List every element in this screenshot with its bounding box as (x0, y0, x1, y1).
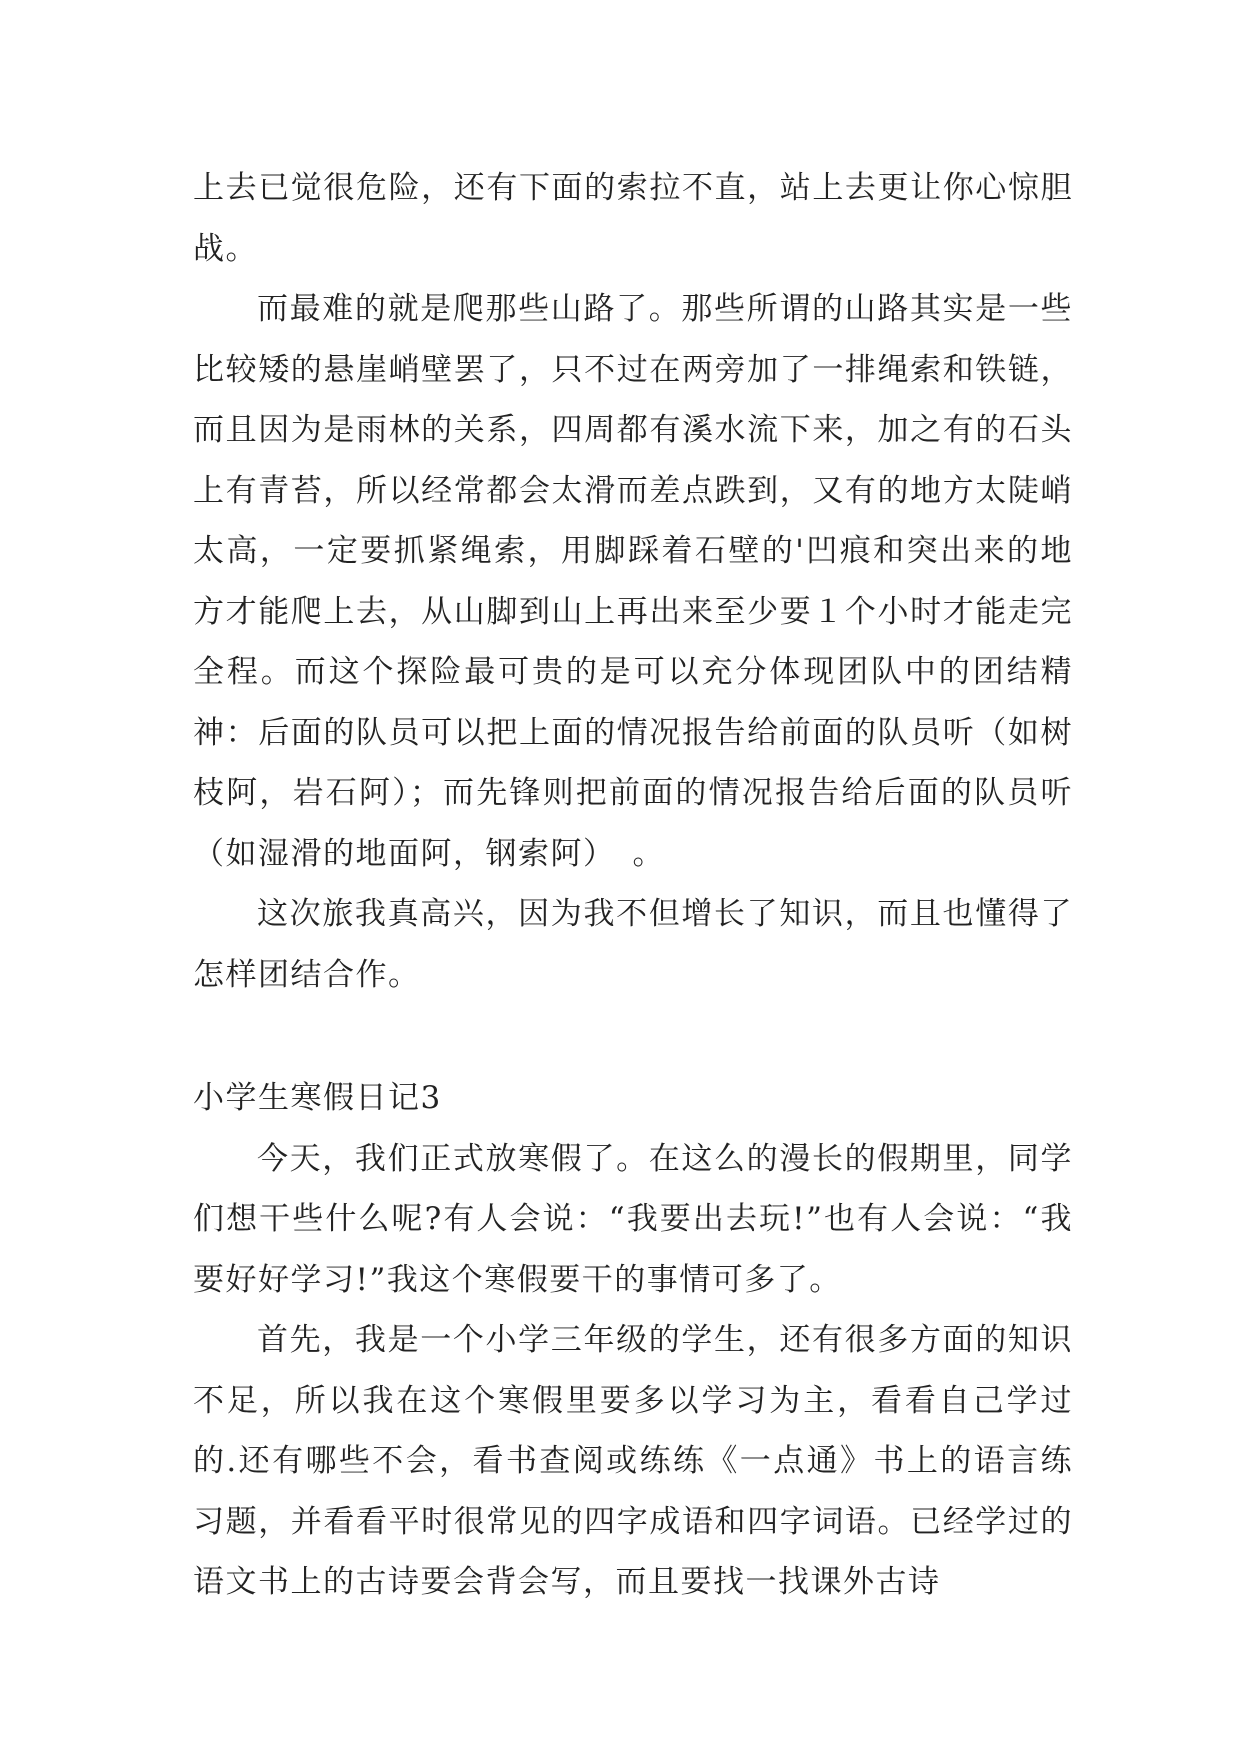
paragraph-continuation: 上去已觉很危险，还有下面的索拉不直，站上去更让你心惊胆战。 (193, 170, 1073, 267)
document-body (193, 158, 1073, 1613)
section-title: 小学生寒假日记3 (193, 1080, 442, 1116)
paragraph-winter-break-intro: 今天，我们正式放寒假了。在这么的漫长的假期里，同学们想干些什么呢?有人会说：“我要出去玩!”也有人会说：“我要好好学习!”我这个寒假要干的事情可多了。 (193, 1140, 1073, 1298)
paragraph-conclusion: 这次旅我真高兴，因为我不但增长了知识，而且也懂得了怎样团结合作。 (193, 896, 1073, 993)
paragraph-study-plan: 首先，我是一个小学三年级的学生，还有很多方面的知识不足，所以我在这个寒假里要多以学习为主，看看自己学过的.还有哪些不会，看书查阅或练练《一点通》书上的语言练习题，并看看平时很常见的四字成语和四字词语。已经学过的语文书上的古诗要会背会写，而且要找一找课外古诗 (193, 1322, 1073, 1600)
section-gap (193, 1005, 1073, 1068)
paragraph-mountain-path: 而最难的就是爬那些山路了。那些所谓的山路其实是一些比较矮的悬崖峭壁罢了，只不过在两旁加了一排绳索和铁链，而且因为是雨林的关系，四周都有溪水流下来，加之有的石头上有青苔，所以经常都会太滑而差点跌到，又有的地方太陡峭太高，一定要抓紧绳索，用脚踩着石壁的'凹痕和突出来的地方才能爬上去，从山脚到山上再出来至少要１个小时才能走完全程。而这个探险最可贵的是可以充分体现团队中的团结精神：后面的队员可以把上面的情况报告给前面的队员听（如树枝阿，岩石阿）；而先锋则把前面的情况报告给后面的队员听（如湿滑的地面阿，钢索阿） 。 (193, 291, 1073, 872)
